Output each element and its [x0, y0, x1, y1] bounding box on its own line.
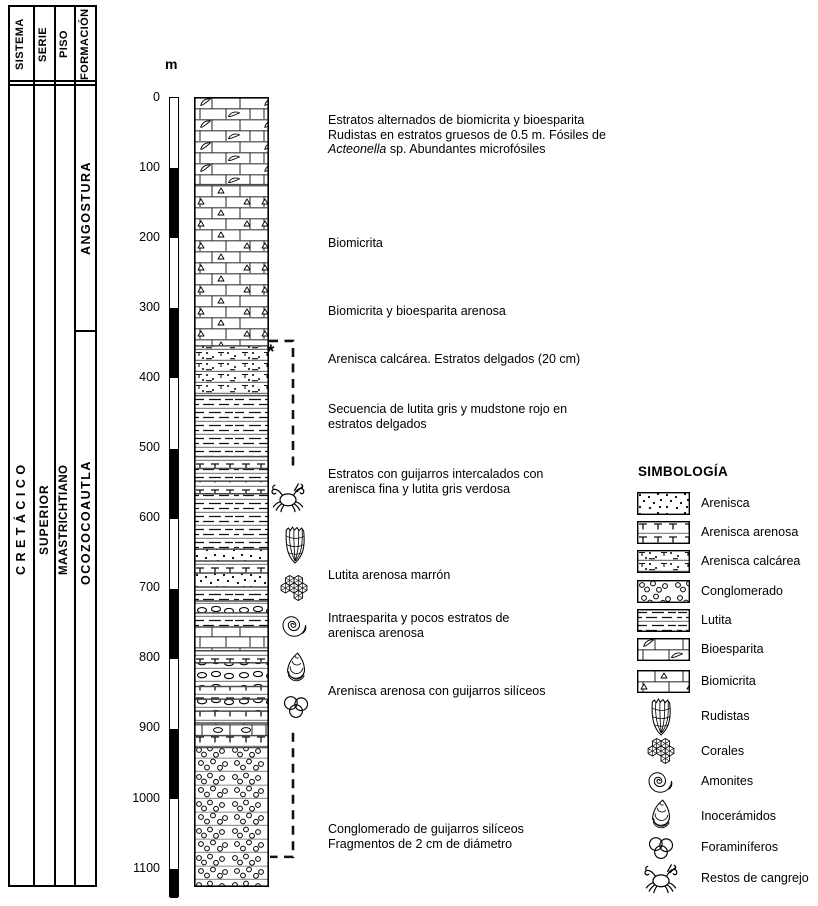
annotation-text: Conglomerado de guijarros silíceos — [328, 822, 524, 836]
interval-bracket — [270, 733, 293, 857]
unit-annotation — [328, 113, 606, 157]
col-header-piso: PISO — [58, 30, 70, 58]
legend-label-lutita: Lutita — [701, 613, 732, 627]
unit-annotation — [328, 611, 509, 640]
foraminiferos-glyph — [285, 697, 308, 718]
annotation-text: Biomicrita y bioesparita arenosa — [328, 304, 506, 318]
legend-swatch-conglomerado — [637, 580, 690, 603]
scale-unit-label: m — [165, 56, 178, 72]
amonites-fossil-icon — [280, 611, 310, 639]
lithology-band-brick — [194, 627, 269, 651]
annotation-text: estratos delgados — [328, 416, 427, 431]
lithology-band-biomicrita — [194, 185, 269, 346]
lithology-band-lutita — [194, 587, 269, 601]
lithology-band-bioesparita — [194, 97, 269, 185]
unit-annotation — [328, 684, 545, 699]
lithology-band-arenisca_arenosa — [194, 651, 269, 663]
lithology-band-arenisca_arenosa — [194, 736, 269, 748]
annotation-text: Arenisca arenosa con guijarros silíceos — [328, 684, 546, 698]
annotation-line — [328, 482, 543, 497]
unit-annotation — [328, 402, 567, 431]
annotation-line — [328, 352, 580, 367]
biomicrita-pattern-swatch — [637, 670, 690, 693]
unit-annotation — [328, 467, 543, 496]
scale-bar-segment — [170, 378, 178, 448]
col-header-formacion: FORMACIÓN — [79, 8, 91, 80]
annotation-text: sp. Abundantes microfósiles — [386, 142, 546, 157]
scale-bar-segment — [170, 799, 178, 869]
legend-label-arenisca: Arenisca — [701, 496, 750, 510]
scale-tick-label: 1000 — [132, 790, 160, 805]
scale-tick-label: 500 — [139, 440, 160, 454]
annotation-text: arenisca fina y lutita gris verdosa — [328, 481, 511, 496]
rudistas-glyph — [286, 527, 304, 563]
rudistas-legend-icon — [649, 697, 674, 736]
annotation-text: Lutita arenosa marrón — [328, 568, 451, 582]
annotation-line — [328, 142, 606, 157]
scale-bar-segment — [170, 519, 178, 589]
legend-title: SIMBOLOGÍA — [638, 464, 728, 479]
annotation-text: Acteonella — [328, 142, 387, 157]
bioesparita-pattern-swatch — [637, 638, 690, 661]
scale-tick-label: 0 — [153, 89, 160, 104]
lithology-band-arenisca_arenosa — [194, 687, 269, 700]
annotation-line — [328, 304, 506, 319]
scale-tick-label: 700 — [139, 580, 160, 595]
legend-label-bioesparita: Bioesparita — [701, 642, 764, 656]
arenisca_arenosa-pattern-swatch — [637, 521, 690, 544]
legend-label-crab: Restos de cangrejo — [701, 871, 809, 885]
unit-annotation — [328, 304, 506, 319]
lithology-band-arenisca_calcarea — [194, 346, 269, 396]
crab-glyph — [645, 865, 677, 893]
rudistas-fossil-icon — [283, 525, 308, 564]
scale-bar-segment — [170, 98, 178, 168]
crab-fossil-icon — [270, 481, 306, 513]
inoceramidos-legend-icon — [650, 798, 672, 834]
table-grid-line — [54, 7, 56, 885]
legend-label-arenisca_calcarea: Arenisca calcárea — [701, 554, 801, 568]
scale-bar-segment — [170, 589, 178, 659]
arenisca-pattern-swatch — [637, 492, 690, 515]
arenisca_calcarea-pattern-swatch — [637, 550, 690, 573]
annotation-line — [328, 113, 606, 128]
scale-bar-segment — [170, 238, 178, 308]
piso-label: MAASTRICHTIANO — [58, 464, 70, 576]
lithology-band-conglomerado — [194, 748, 269, 887]
inoceramidos-glyph — [653, 800, 670, 828]
legend-swatch-biomicrita — [637, 670, 690, 693]
conglomerado-pattern-swatch — [637, 580, 690, 603]
lithology-band-arenisca_arenosa — [194, 457, 269, 469]
amonites-glyph — [283, 617, 306, 637]
annotation-line — [328, 611, 509, 626]
scale-tick-label: 1100 — [133, 860, 160, 875]
foraminiferos-glyph — [650, 837, 673, 858]
annotation-text: Secuencia de lutita gris y mudstone rojo en — [328, 402, 568, 416]
col-header-sistema: SISTEMA — [14, 18, 26, 70]
formacion-angostura-label: ANGOSTURA — [79, 160, 93, 255]
annotation-line — [328, 236, 383, 251]
lithology-band-lutita — [194, 396, 269, 457]
amonites-glyph — [649, 773, 672, 793]
lithology-band-arenisca_arenosa — [194, 561, 269, 573]
annotation-text: Arenisca calcárea. Estratos delgados (20 cm) — [328, 352, 581, 366]
crab-legend-icon — [643, 862, 679, 894]
inoceramidos-glyph — [288, 653, 305, 681]
annotation-text: Estratos con guijarros intercalados con — [328, 467, 544, 481]
scale-tick-label: 200 — [139, 229, 160, 244]
annotation-line — [328, 684, 545, 699]
annotation-text: Estratos alternados de biomicrita y bioesparita — [328, 113, 585, 127]
legend-swatch-bioesparita — [637, 638, 690, 661]
legend-label-corales: Corales — [701, 744, 745, 758]
scale-bar — [169, 97, 179, 897]
foraminiferos-legend-icon — [647, 836, 675, 859]
legend-swatch-arenisca — [637, 492, 690, 515]
annotation-text: Fragmentos de 2 cm de diámetro — [328, 836, 513, 851]
scale-bar-segment — [170, 869, 178, 898]
rudistas-glyph — [652, 699, 670, 735]
legend-label-rudistas: Rudistas — [701, 709, 750, 723]
legend-label-amonites: Amonites — [701, 774, 754, 788]
lithology-band-conglomerado_fino — [194, 663, 269, 687]
legend-swatch-arenisca_calcarea — [637, 550, 690, 573]
legend-label-arenisca_arenosa: Arenisca arenosa — [701, 525, 799, 539]
lithology-column — [194, 97, 269, 887]
legend-swatch-lutita — [637, 609, 690, 632]
lithology-band-arenisca_arenosa — [194, 481, 269, 494]
scale-tick-label: 900 — [139, 720, 160, 735]
corales-glyph — [281, 575, 307, 600]
annotation-line — [328, 626, 509, 641]
annotation-line — [328, 467, 543, 482]
serie-label: SUPERIOR — [37, 484, 51, 556]
col-header-serie: SERIE — [37, 26, 49, 62]
scale-bar-segment — [170, 659, 178, 729]
scale-tick-label: 400 — [139, 369, 160, 384]
asterisk-marker: * — [267, 341, 275, 363]
legend-label-conglomerado: Conglomerado — [701, 584, 783, 598]
scale-tick-label: 800 — [139, 650, 160, 665]
legend-label-biomicrita: Biomicrita — [701, 674, 756, 688]
table-grid-line — [33, 7, 35, 885]
scale-tick-label: 600 — [139, 510, 160, 525]
lithology-band-brick_guijarros — [194, 723, 269, 736]
inoceramidos-fossil-icon — [285, 651, 307, 687]
lithology-band-arenisca_arenosa — [194, 711, 269, 723]
legend-label-inoceramidos: Inocerámidos — [701, 809, 777, 823]
table-grid-line — [74, 7, 76, 885]
foraminiferos-fossil-icon — [282, 695, 310, 718]
scale-bar-segment — [170, 168, 178, 238]
lithology-band-lutita — [194, 494, 269, 549]
scale-bar-segment — [170, 729, 178, 799]
unit-annotation — [328, 568, 450, 583]
unit-annotation — [328, 352, 580, 367]
lithology-band-lutita — [194, 469, 269, 482]
lutita-pattern-swatch — [637, 609, 690, 632]
lithology-band-arenisca — [194, 549, 269, 561]
sistema-label: C R E T Á C I C O — [14, 464, 28, 576]
scale-bar-segment — [170, 308, 178, 378]
lithology-band-lutita — [194, 613, 269, 627]
unit-annotation — [328, 822, 524, 851]
annotation-line — [328, 822, 524, 837]
lithology-band-conglomerado_fino — [194, 699, 269, 711]
annotation-line — [328, 128, 606, 143]
annotation-text: Intraesparita y pocos estratos de — [328, 611, 510, 625]
scale-tick-label: 300 — [139, 299, 160, 314]
amonites-legend-icon — [646, 767, 676, 795]
unit-annotation — [328, 236, 383, 251]
legend-swatch-arenisca_arenosa — [637, 521, 690, 544]
scale-tick-label: 100 — [139, 159, 160, 174]
corales-legend-icon — [645, 737, 677, 765]
annotation-text: Biomicrita — [328, 236, 383, 250]
annotation-line — [328, 402, 567, 417]
legend-label-foraminiferos: Foraminíferos — [701, 840, 779, 854]
lithology-band-arenisca — [194, 573, 269, 587]
corales-glyph — [648, 739, 674, 764]
corales-fossil-icon — [278, 574, 310, 602]
scale-bar-segment — [170, 449, 178, 519]
annotation-text: arenisca arenosa — [328, 625, 424, 640]
annotation-line — [328, 417, 567, 432]
annotation-text: Rudistas en estratos gruesos de 0.5 m. Fósiles de — [328, 127, 606, 142]
lithology-band-conglomerado_fino — [194, 601, 269, 613]
annotation-line — [328, 837, 524, 852]
annotation-line — [328, 568, 450, 583]
crab-glyph — [272, 484, 304, 512]
formacion-ocozocoautla-label: OCOZOCOAUTLA — [79, 460, 93, 585]
